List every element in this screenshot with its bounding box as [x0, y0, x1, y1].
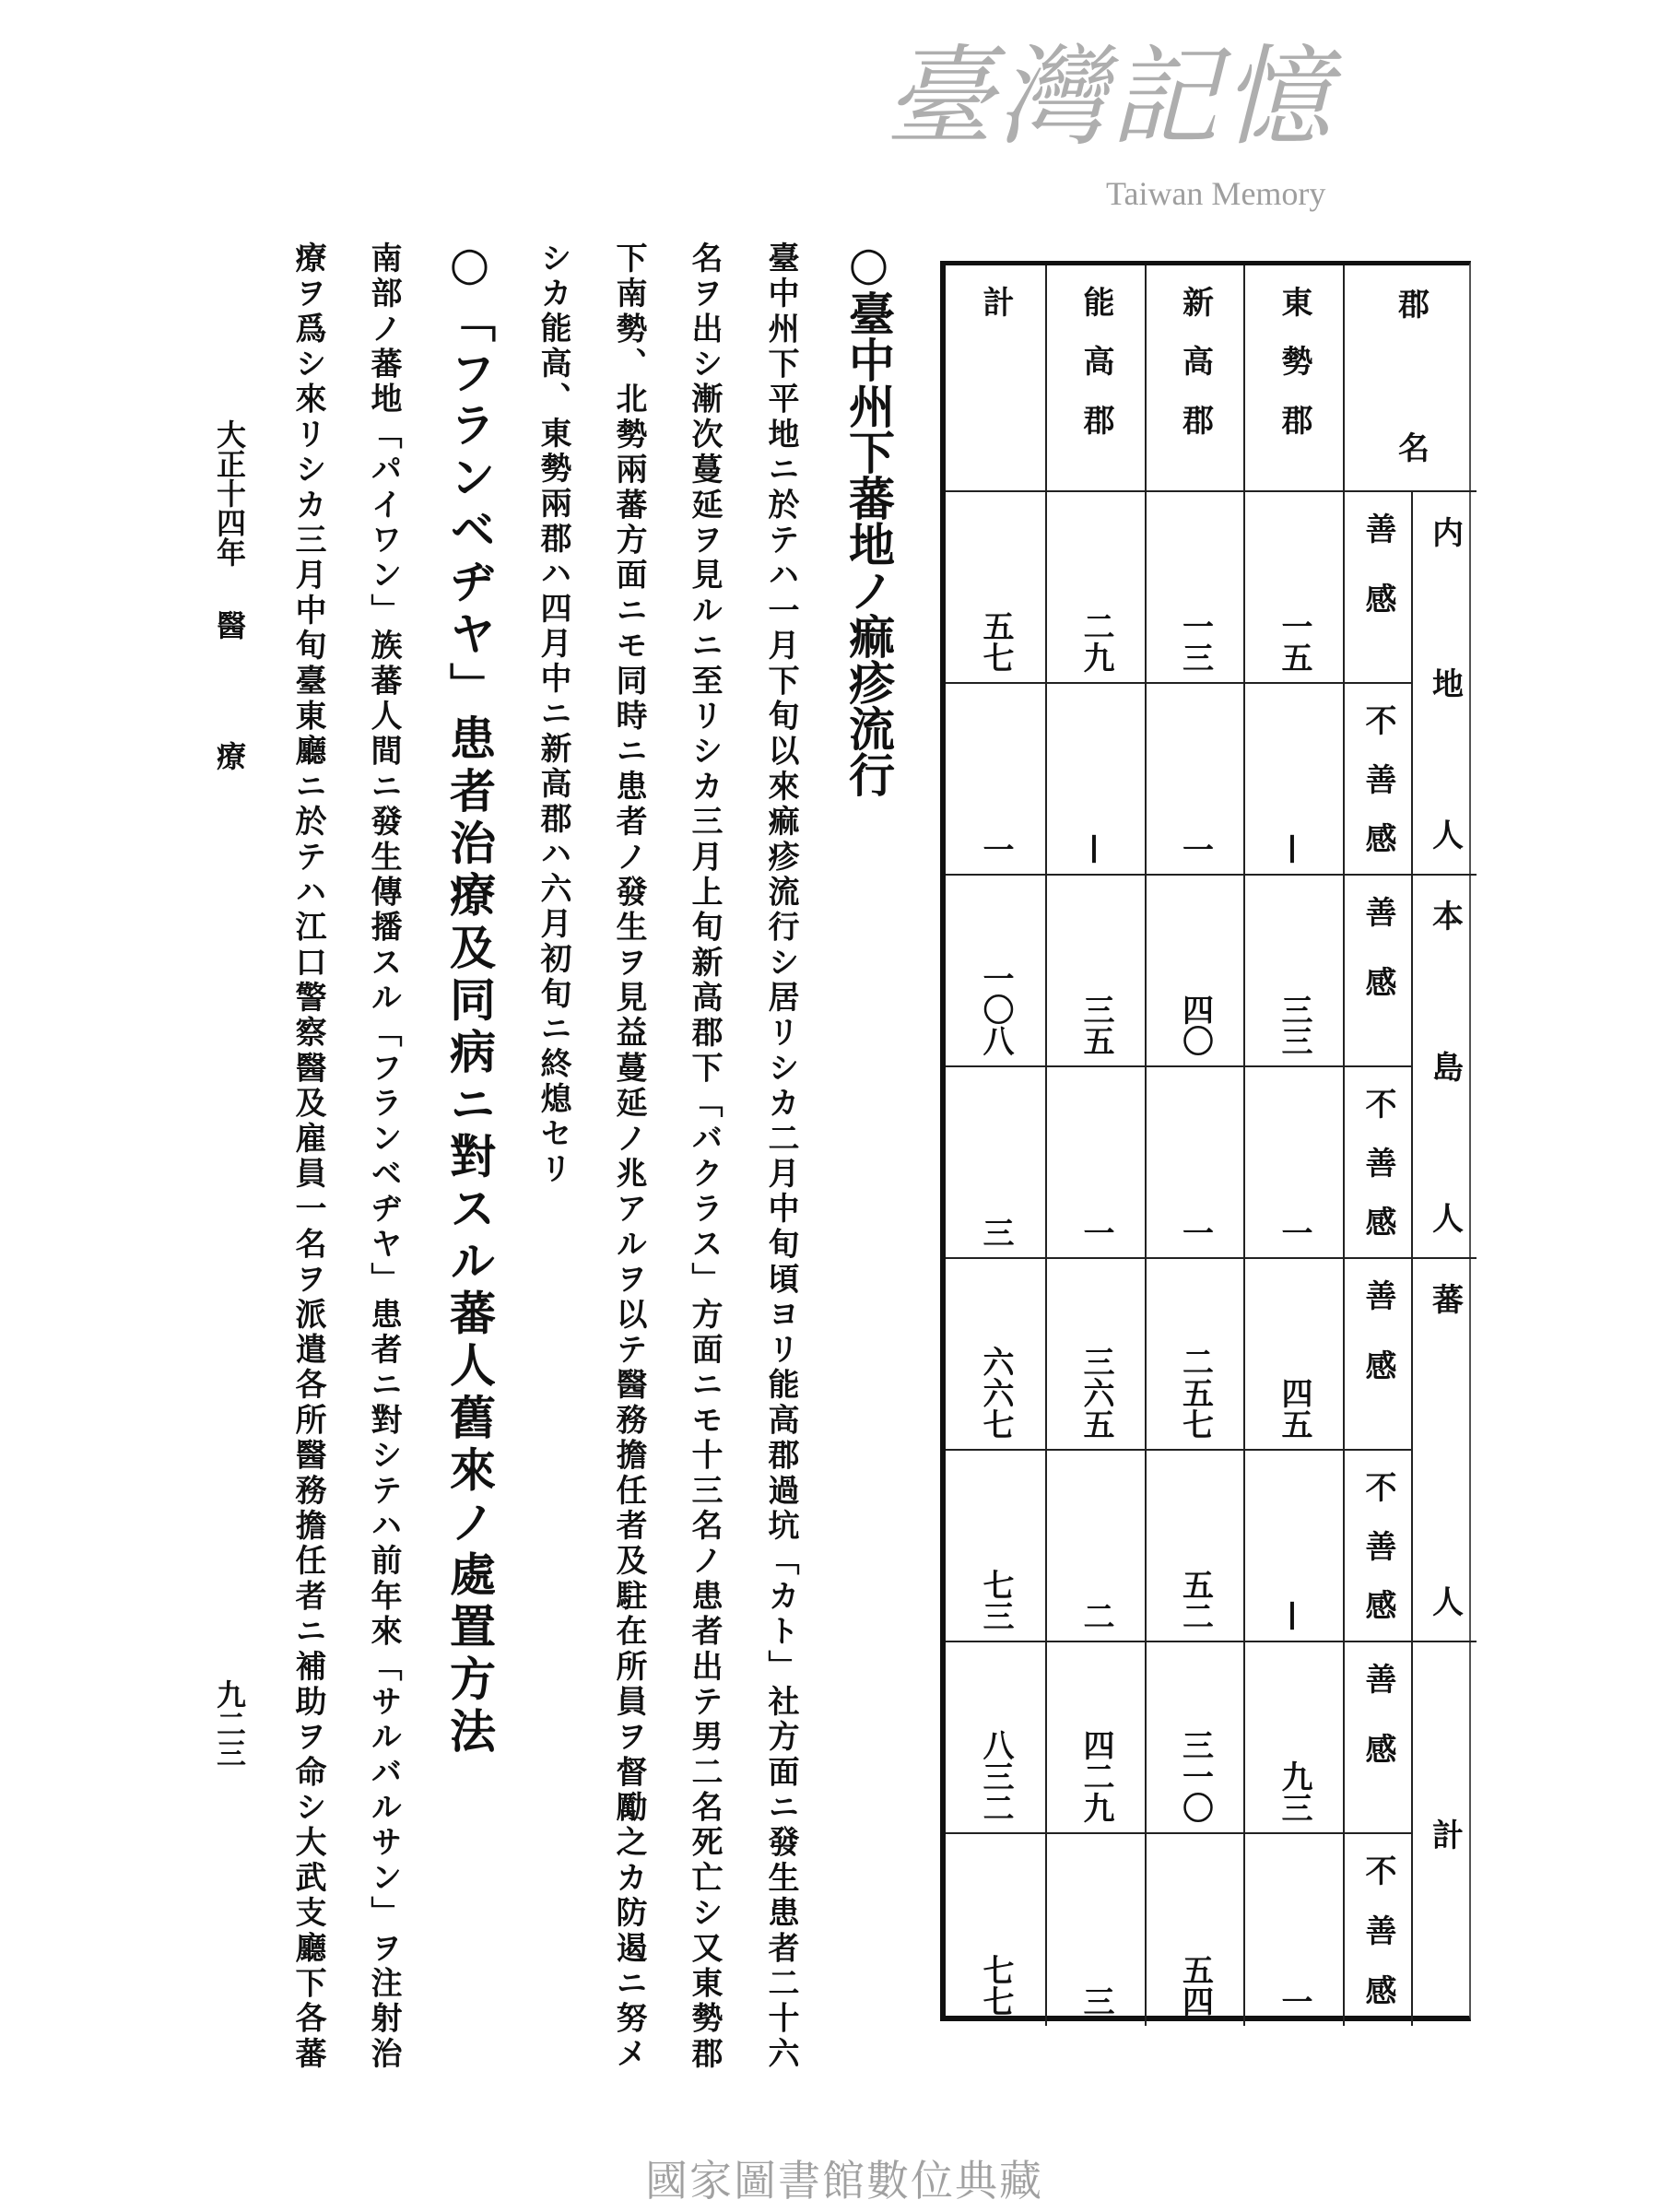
table-header-cell [1047, 265, 1147, 492]
table-value-cell [946, 1451, 1047, 1642]
cell-value: 三一〇 [1176, 1729, 1214, 1823]
table-header-cell [1147, 265, 1245, 492]
section-heading-measles: ○臺中州下蕃地ノ痲疹流行 [841, 236, 896, 797]
footer-watermark: 國家圖書館數位典藏 [645, 2156, 1043, 2206]
cell-value: 八三二 [977, 1729, 1014, 1823]
cell-value: 九三 [1276, 1760, 1312, 1823]
table-value-cell [946, 1642, 1047, 1834]
table-header-cell [1245, 265, 1345, 492]
row-label-cell [1345, 684, 1413, 876]
table-value-cell [1245, 1067, 1345, 1259]
row-label-cell [1345, 876, 1413, 1067]
cell-value: 七七 [977, 1954, 1014, 2017]
cell-value: 五二 [1176, 1569, 1214, 1631]
watermark-calligraphy: 臺灣記憶 [885, 33, 1335, 160]
table-value-cell [1245, 684, 1345, 876]
district-name: 計 [977, 286, 1014, 345]
table-value-cell [1147, 1834, 1245, 2026]
text-line: 名ヲ出シ漸次蔓延ヲ見ルニ至リシカ三月上旬新高郡下「バクラス」方面ニモ十三名ノ患者出テ男二名死亡シ又東勢郡 [686, 241, 723, 2068]
text-line: 下南勢、北勢兩蕃方面ニモ同時ニ患者ノ發生ヲ見益蔓延ノ兆アルヲ以テ醫務擔任者及駐在所員ヲ督勵之カ防遏ニ努メ [610, 241, 647, 2068]
cell-value: 二五七 [1176, 1346, 1214, 1440]
text-line: シカ能高、東勢兩郡ハ四月中ニ新高郡ハ六月初旬ニ終熄セリ [535, 241, 571, 1183]
table-value-cell [1147, 1451, 1245, 1642]
row-sub-label: 善感 [1359, 1663, 1396, 1764]
table-value-cell [946, 1067, 1047, 1259]
cell-value: 七三 [977, 1569, 1014, 1631]
row-sub-label: 善感 [1359, 896, 1396, 997]
table-value-cell [1047, 876, 1147, 1067]
table-value-cell [1047, 492, 1147, 684]
row-label-cell [1345, 1259, 1413, 1451]
table-value-cell [946, 1259, 1047, 1451]
running-head-section: 療 [212, 741, 247, 771]
table-value-cell [1047, 684, 1147, 876]
cell-value: 一 [977, 833, 1014, 865]
cell-value: 一 [1276, 1217, 1312, 1248]
cell-value: 四〇 [1176, 994, 1214, 1056]
table-value-cell [1147, 876, 1245, 1067]
cell-value: 一 [1176, 833, 1214, 865]
cell-value: 一 [1176, 1217, 1214, 1248]
district-header-label: 郡名 [1392, 288, 1430, 463]
table-value-cell [946, 492, 1047, 684]
row-group-label: 計 [1426, 1818, 1464, 1850]
table-value-cell [1147, 1642, 1245, 1834]
section-heading-framboesia: ○「フランベヂヤ」患者治療及同病ニ對スル蕃人舊來ノ處置方法 [442, 236, 497, 1754]
table-header-cell [1345, 265, 1477, 492]
cell-value: 一〇八 [977, 962, 1014, 1056]
cell-value: 四五 [1276, 1377, 1312, 1440]
table-value-cell [946, 684, 1047, 876]
table-header-cell [946, 265, 1047, 492]
cell-value: 五七 [977, 610, 1014, 673]
cell-value: 一五 [1276, 610, 1312, 673]
table-value-cell [1147, 684, 1245, 876]
table-value-cell [1047, 1067, 1147, 1259]
row-group-cell [1413, 1259, 1477, 1642]
watermark-english: Taiwan Memory [1106, 175, 1326, 212]
row-label-cell [1345, 1451, 1413, 1642]
table-value-cell [1245, 1834, 1345, 2026]
table-value-cell [1245, 1642, 1345, 1834]
cell-value: 一 [1077, 1217, 1114, 1248]
table-value-cell [946, 876, 1047, 1067]
table-value-cell [1147, 1259, 1245, 1451]
running-head-year: 大正十四年 [212, 419, 247, 567]
table-value-cell [1245, 876, 1345, 1067]
cell-value: — [1276, 833, 1312, 865]
cell-value: 六六七 [977, 1346, 1014, 1440]
vaccination-table [940, 261, 1471, 2021]
row-label-cell [1345, 1067, 1413, 1259]
cell-value: 四二九 [1077, 1729, 1114, 1823]
cell-value: 三 [1077, 1985, 1114, 2017]
table-value-cell [1147, 1067, 1245, 1259]
text-line: 南部ノ蕃地「パイワン」族蕃人間ニ發生傳播スル「フランベヂヤ」患者ニ對シテハ前年來「サルバルサン」ヲ注射治 [365, 241, 402, 2068]
district-name: 東勢郡 [1276, 286, 1312, 463]
text-line: 療ヲ爲シ來リシカ三月中旬臺東廳ニ於テハ江口警察醫及雇員一名ヲ派遣各所醫務擔任者ニ補助ヲ命シ大武支廳下各蕃 [289, 241, 326, 2068]
row-sub-label: 善感 [1359, 512, 1396, 614]
row-label-cell [1345, 1642, 1413, 1834]
cell-value: — [1276, 1600, 1312, 1631]
table-value-cell [1147, 492, 1245, 684]
cell-value: 二 [1077, 1600, 1114, 1631]
cell-value: 五四 [1176, 1954, 1214, 2017]
table-value-cell [946, 1834, 1047, 2026]
running-head-section: 醫 [212, 610, 247, 640]
row-group-label: 蕃人 [1426, 1283, 1464, 1617]
cell-value: 二九 [1077, 610, 1114, 673]
cell-value: 三三 [1276, 994, 1312, 1056]
text-line: 臺中州下平地ニ於テハ一月下旬以來痲疹流行シ居リシカ二月中旬頃ヨリ能高郡過坑「カト」社方面ニ發生患者二十六 [762, 241, 799, 2069]
district-name: 新高郡 [1176, 286, 1214, 463]
row-group-label: 本島人 [1426, 900, 1464, 1233]
table-value-cell [1047, 1451, 1147, 1642]
row-label-cell [1345, 492, 1413, 684]
cell-value: 三五 [1077, 994, 1114, 1056]
row-sub-label: 不善感 [1359, 1088, 1396, 1237]
row-sub-label: 不善感 [1359, 1471, 1396, 1620]
row-sub-label: 不善感 [1359, 1854, 1396, 2006]
row-label-cell [1345, 1834, 1413, 2026]
table-value-cell [1047, 1834, 1147, 2026]
table-value-cell [1245, 1259, 1345, 1451]
cell-value: 一 [1276, 1985, 1312, 2017]
row-sub-label: 善感 [1359, 1279, 1396, 1381]
row-group-cell [1413, 492, 1477, 876]
table-value-cell [1047, 1259, 1147, 1451]
page-number: 九二三 [212, 1679, 247, 1768]
cell-value: 一三 [1176, 610, 1214, 673]
table-value-cell [1245, 1451, 1345, 1642]
cell-value: — [1077, 833, 1114, 865]
cell-value: 三六五 [1077, 1346, 1114, 1440]
table-value-cell [1047, 1642, 1147, 1834]
row-group-cell [1413, 1642, 1477, 2026]
row-group-cell [1413, 876, 1477, 1259]
row-group-label: 内地人 [1426, 516, 1464, 850]
cell-value: 三 [977, 1217, 1014, 1248]
row-sub-label: 不善感 [1359, 704, 1396, 853]
table-value-cell [1245, 492, 1345, 684]
district-name: 能高郡 [1077, 286, 1114, 463]
